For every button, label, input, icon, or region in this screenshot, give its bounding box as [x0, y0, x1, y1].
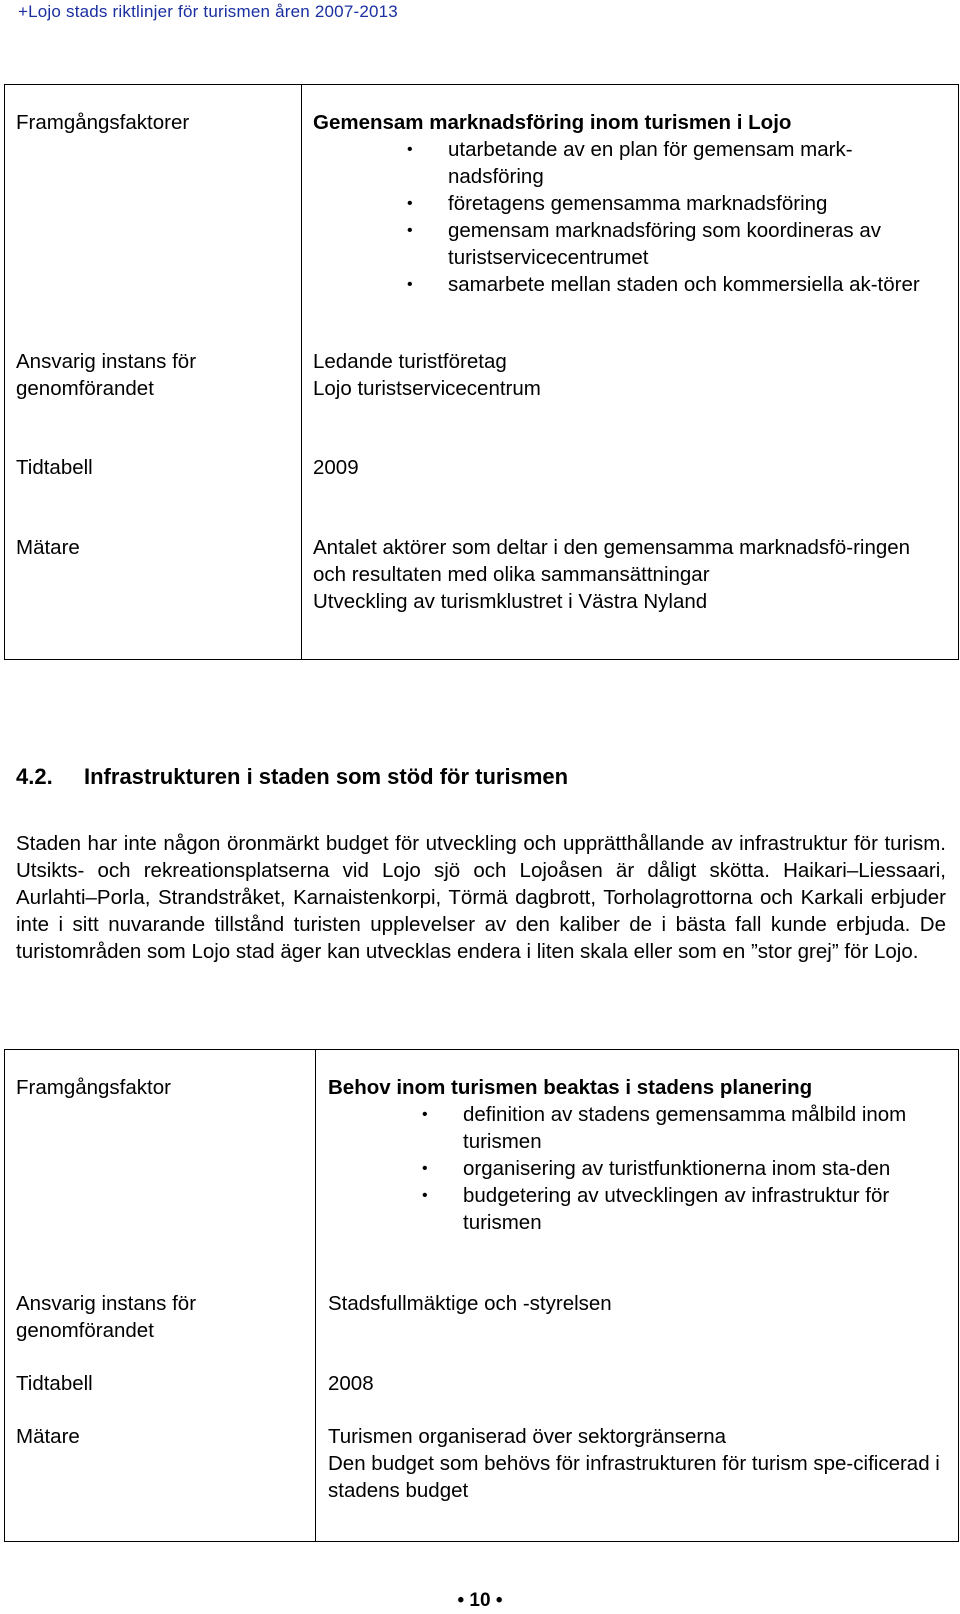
value-responsible: Stadsfullmäktige och -styrelsen: [328, 1292, 612, 1315]
label-schedule: Tidtabell: [16, 1372, 93, 1395]
value-success-factors: [313, 109, 948, 298]
label-responsible: Ansvarig instans för genomförandet: [16, 350, 197, 400]
success-factor-list: [328, 1101, 948, 1236]
success-factor-table-2: [4, 1049, 959, 1542]
success-factor-list: [313, 136, 948, 298]
list-item: • organisering av turistfunktionerna inom sta-den: [328, 1155, 948, 1182]
list-item: • samarbete mellan staden och kommersiella ak-törer: [313, 271, 948, 298]
table-divider: [315, 1050, 316, 1541]
list-item: • definition av stadens gemensamma målbild inom turismen: [328, 1101, 948, 1155]
label-success-factors: Framgångsfaktorer: [16, 111, 190, 134]
label-schedule: Tidtabell: [16, 456, 93, 479]
table-divider: [301, 85, 302, 659]
success-factor-heading: Behov inom turismen beaktas i stadens planering: [328, 1076, 813, 1099]
body-paragraph: Staden har inte någon öronmärkt budget för utveckling och upprätthållande av infrastruktur för turism. Utsikts- och rekreationsplatserna vid Lojo sjö och Lojoåsen är dåligt skötta. Haikari–Liessaari, Aurlahti–Porla, Strandstråket, Karnaistenkorpi, Törmä dagbrott, Torholagrottorna och Karkali erbjuder inte i sitt nuvarande tillstånd turisten upplevelser av den kaliber de i bästa fall kunde erbjuda. De turistområden som Lojo stad äger kan utvecklas endera i liten skala eller som en ”stor grej” för Lojo.: [16, 832, 946, 963]
running-header: +Lojo stads riktlinjer för turismen åren 2007-2013: [18, 2, 398, 21]
section-title: Infrastrukturen i staden som stöd för turismen: [84, 764, 569, 789]
value-schedule: 2008: [328, 1372, 374, 1395]
success-factor-table-1: [4, 84, 959, 660]
list-item: • budgetering av utvecklingen av infrastruktur för turismen: [328, 1182, 948, 1236]
label-responsible: Ansvarig instans för genomförandet: [16, 1292, 197, 1342]
value-responsible: Ledande turistföretag Lojo turistservicecentrum: [313, 350, 541, 400]
section-heading: [16, 764, 568, 790]
value-schedule: 2009: [313, 456, 359, 479]
label-metrics: Mätare: [16, 536, 80, 559]
page-number: • 10 •: [457, 1590, 503, 1611]
success-factor-heading: Gemensam marknadsföring inom turismen i Lojo: [313, 111, 792, 134]
list-item: • gemensam marknadsföring som koordineras av turistservicecentrumet: [313, 217, 948, 271]
section-number: 4.2.: [16, 764, 53, 789]
value-metrics: Antalet aktörer som deltar i den gemensamma marknadsfö-ringen och resultaten med olika sammansättningar Utveckling av turismklustret i Västra Nyland: [313, 536, 911, 613]
label-metrics: Mätare: [16, 1425, 80, 1448]
bullet-icon: •: [457, 1590, 465, 1611]
value-success-factor: [328, 1074, 948, 1236]
label-success-factor: Framgångsfaktor: [16, 1076, 171, 1099]
bullet-icon: •: [495, 1590, 503, 1611]
list-item: • utarbetande av en plan för gemensam mark-nadsföring: [313, 136, 948, 190]
list-item: • företagens gemensamma marknadsföring: [313, 190, 948, 217]
value-metrics: Turismen organiserad över sektorgränserna Den budget som behövs för infrastrukturen för turism spe-cificerad i stadens budget: [328, 1425, 940, 1502]
